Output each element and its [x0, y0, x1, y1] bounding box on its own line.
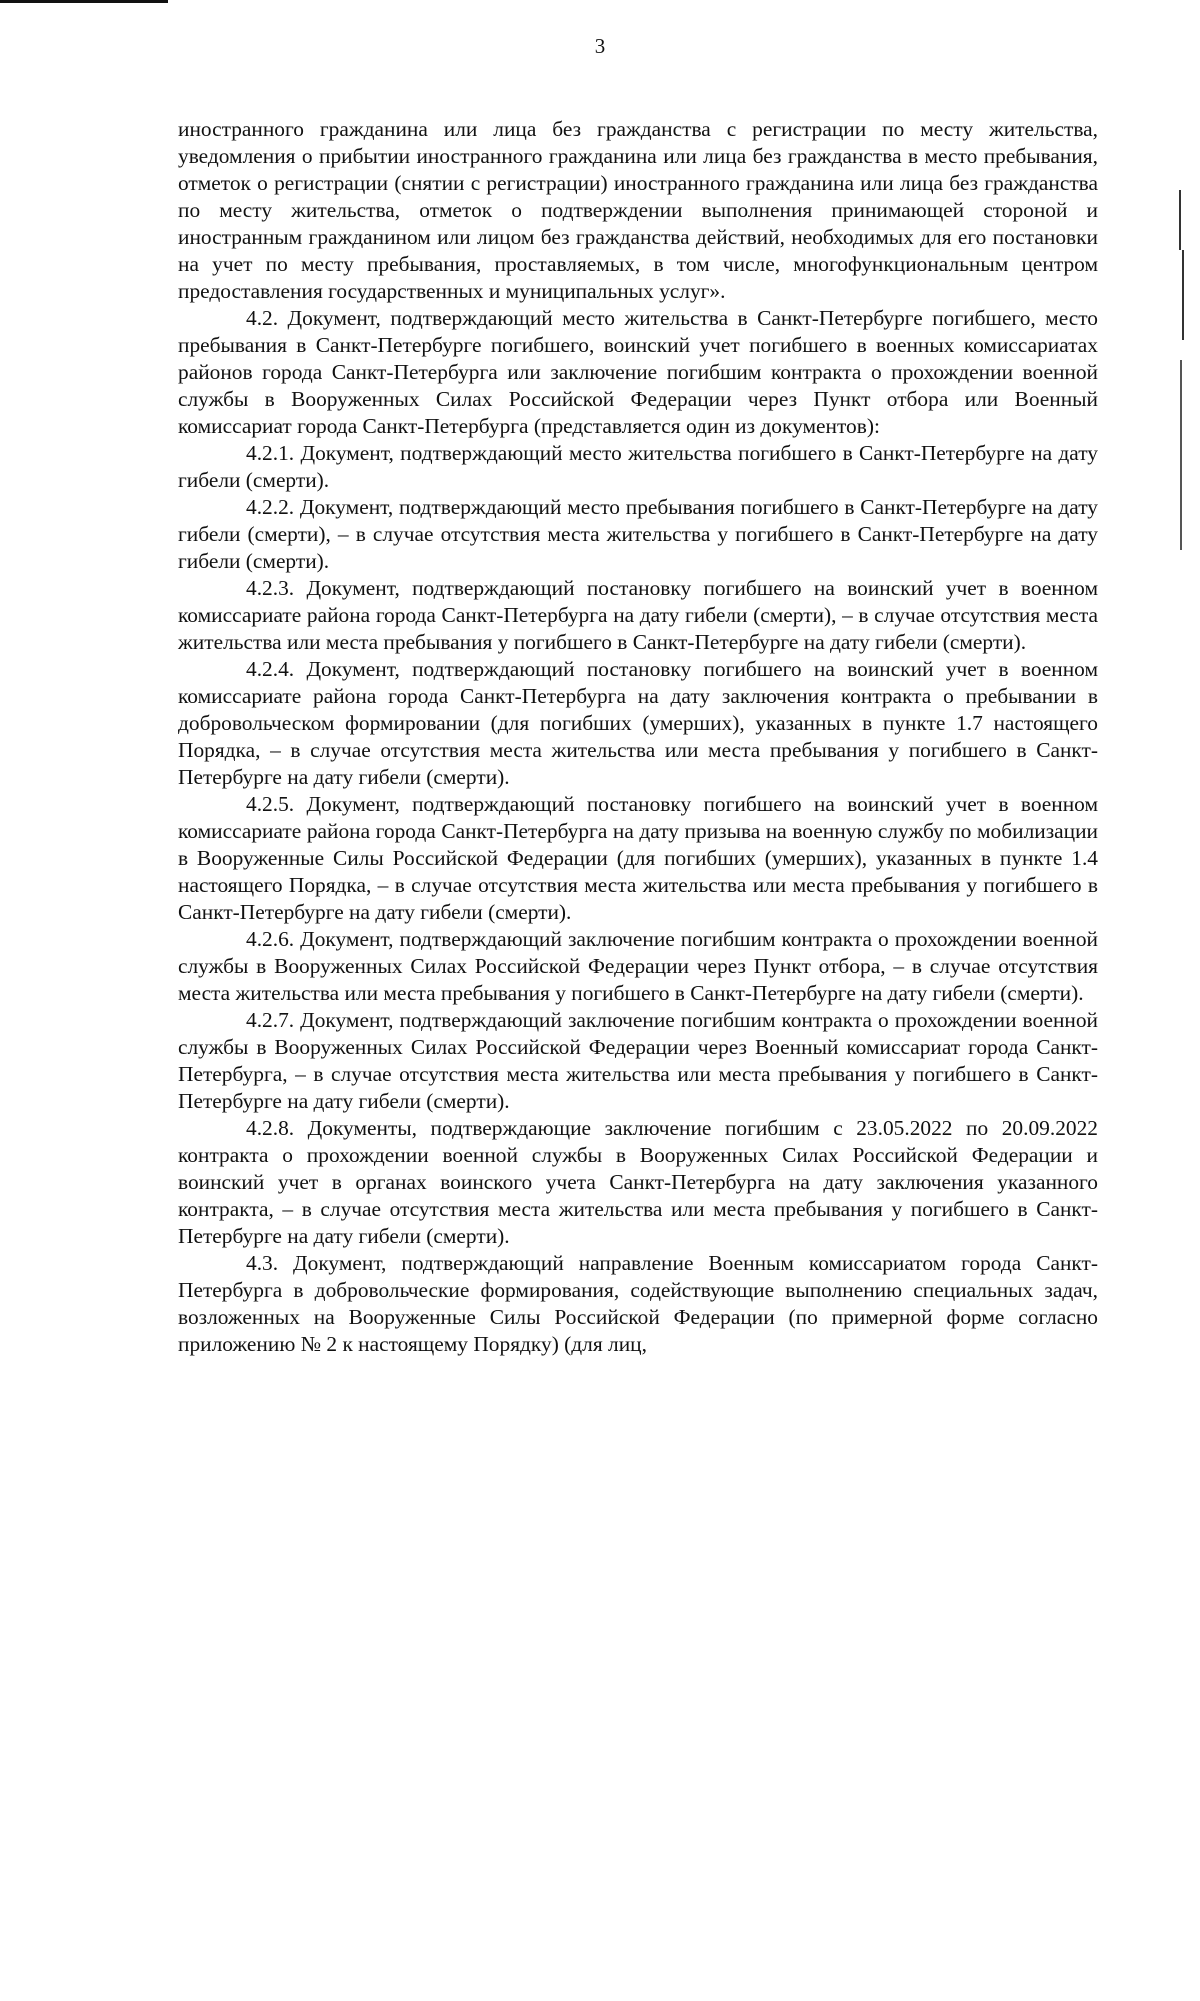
scan-artifact-mark — [1182, 250, 1184, 340]
scan-artifact-mark — [1179, 190, 1181, 250]
paragraph-4-2-1: 4.2.1. Документ, подтверждающий место жительства погибшего в Санкт-Петербурге на дату гибели (смерти). — [178, 441, 1098, 492]
paragraph-4-2: 4.2. Документ, подтверждающий место жительства в Санкт-Петербурге погибшего, место пребывания в Санкт-Петербурге погибшего, воинский учет погибшего в военных комиссариатах районов города Санкт-Петербурга или заключение погибшим контракта о прохождении военной службы в Вооруженных Силах Российской Федерации через Пункт отбора или Военный комиссариат города Санкт-Петербурга (представляется один из документов): — [178, 306, 1098, 438]
paragraph-continuation: иностранного гражданина или лица без гражданства с регистрации по месту жительства, уведомления о прибытии иностранного гражданина или лица без гражданства в место пребывания, отметок о регистрации (снятии с регистрации) иностранного гражданина или лица без гражданства по месту жительства, отметок о подтверждении выполнения принимающей стороной и иностранным гражданином или лицом без гражданства действий, необходимых для его постановки на учет по месту пребывания, проставляемых, в том числе, многофункциональным центром предоставления государственных и муниципальных услуг». — [178, 117, 1098, 303]
scan-artifact-mark — [1180, 360, 1182, 550]
paragraph-4-2-3: 4.2.3. Документ, подтверждающий постановку погибшего на воинский учет в военном комиссариате района города Санкт-Петербурга на дату гибели (смерти), – в случае отсутствия места жительства или места пребывания у погибшего в Санкт-Петербурге на дату гибели (смерти). — [178, 576, 1098, 654]
paragraph-4-2-7: 4.2.7. Документ, подтверждающий заключение погибшим контракта о прохождении военной службы в Вооруженных Силах Российской Федерации через Военный комиссариат города Санкт-Петербурга, – в случае отсутствия места жительства или места пребывания у погибшего в Санкт-Петербурге на дату гибели (смерти). — [178, 1008, 1098, 1113]
paragraph-4-3: 4.3. Документ, подтверждающий направление Военным комиссариатом города Санкт-Петербурга в добровольческие формирования, содействующие выполнению специальных задач, возложенных на Вооруженные Силы Российской Федерации (по примерной форме согласно приложению № 2 к настоящему Порядку) (для лиц, — [178, 1251, 1098, 1356]
page-number: 3 — [594, 34, 606, 58]
document-body — [178, 116, 1098, 1358]
paragraph-4-2-5: 4.2.5. Документ, подтверждающий постановку погибшего на воинский учет в военном комиссариате района города Санкт-Петербурга на дату призыва на военную службу по мобилизации в Вооруженные Силы Российской Федерации (для погибших (умерших), указанных в пункте 1.4 настоящего Порядка, – в случае отсутствия места жительства или места пребывания у погибшего в Санкт-Петербурге на дату гибели (смерти). — [178, 792, 1098, 924]
paragraph-4-2-4: 4.2.4. Документ, подтверждающий постановку погибшего на воинский учет в военном комиссариате района города Санкт-Петербурга на дату заключения контракта о пребывании в добровольческом формировании (для погибших (умерших), указанных в пункте 1.7 настоящего Порядка, – в случае отсутствия места жительства или места пребывания у погибшего в Санкт-Петербурге на дату гибели (смерти). — [178, 657, 1098, 789]
top-border-line — [0, 0, 168, 3]
paragraph-4-2-8: 4.2.8. Документы, подтверждающие заключение погибшим с 23.05.2022 по 20.09.2022 контракта о прохождении военной службы в Вооруженных Силах Российской Федерации и воинский учет в органах воинского учета Санкт-Петербурга на дату заключения указанного контракта, – в случае отсутствия места жительства или места пребывания у погибшего в Санкт-Петербурге на дату гибели (смерти). — [178, 1116, 1098, 1248]
paragraph-4-2-2: 4.2.2. Документ, подтверждающий место пребывания погибшего в Санкт-Петербурге на дату гибели (смерти), – в случае отсутствия места жительства у погибшего в Санкт-Петербурге на дату гибели (смерти). — [178, 495, 1098, 573]
paragraph-4-2-6: 4.2.6. Документ, подтверждающий заключение погибшим контракта о прохождении военной службы в Вооруженных Силах Российской Федерации через Пункт отбора, – в случае отсутствия места жительства или места пребывания у погибшего в Санкт-Петербурге на дату гибели (смерти). — [178, 927, 1098, 1005]
